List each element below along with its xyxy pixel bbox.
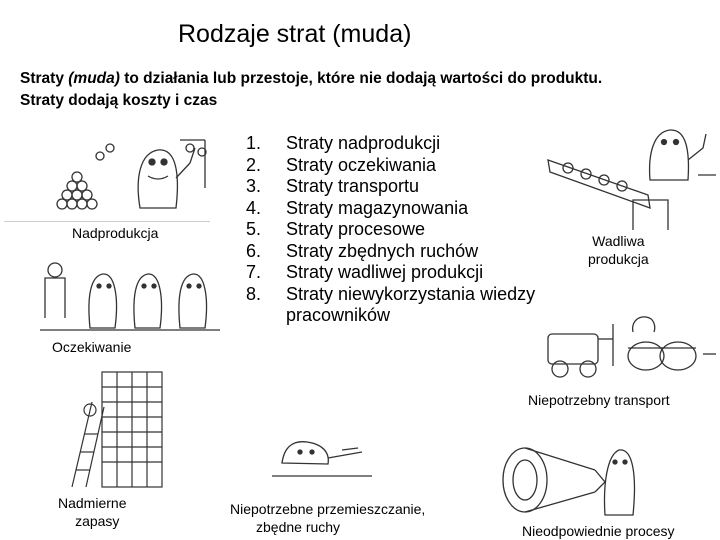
caption-zapasy-line1: Nadmierne xyxy=(58,495,127,511)
list-item xyxy=(246,198,535,220)
caption-ruchy-line2: zbędne ruchy xyxy=(256,519,341,535)
list-item-label: Straty magazynowania xyxy=(286,197,469,218)
caption-ruchy-line1: Niepotrzebne przemieszczanie, xyxy=(230,501,426,517)
list-item-label: pracowników xyxy=(286,305,391,325)
list-item xyxy=(246,219,535,241)
list-item-number: 4. xyxy=(246,197,262,218)
list-item-number: 5. xyxy=(246,219,262,239)
inventory-sketch xyxy=(62,362,172,492)
intro-line2: Straty dodają koszty i czas xyxy=(20,92,218,109)
caption-procesy: Nieodpowiednie procesy xyxy=(522,523,675,539)
list-item-label: Straty oczekiwania xyxy=(286,154,437,175)
list-item xyxy=(246,155,535,177)
caption-wadliwa-line1: Wadliwa xyxy=(592,233,645,249)
list-item-number: 6. xyxy=(246,240,262,261)
list-item xyxy=(246,241,535,263)
caption-wadliwa xyxy=(588,232,649,268)
list-item-label: Straty nadprodukcji xyxy=(286,133,441,153)
list-item-label: Straty zbędnych ruchów xyxy=(286,240,479,261)
list-item xyxy=(246,284,535,306)
transport-sketch xyxy=(538,314,718,384)
caption-oczekiwanie: Oczekiwanie xyxy=(52,339,132,355)
caption-transport: Niepotrzebny transport xyxy=(528,392,670,408)
divider-line xyxy=(4,221,210,222)
list-item-label: Straty wadliwej produkcji xyxy=(286,262,484,282)
intro-line1-start: Straty xyxy=(20,70,69,87)
intro-muda: (muda) xyxy=(68,70,120,87)
list-item-number: 7. xyxy=(246,262,262,282)
defects-sketch xyxy=(538,120,718,230)
list-item-number: 3. xyxy=(246,176,262,196)
waiting-sketch xyxy=(35,258,225,338)
caption-nadprodukcja: Nadprodukcja xyxy=(72,225,159,241)
page-title: Rodzaje strat (muda) xyxy=(178,20,412,48)
processing-sketch xyxy=(495,420,645,520)
list-item xyxy=(246,262,535,284)
caption-zapasy xyxy=(58,494,126,530)
caption-ruchy xyxy=(230,500,425,536)
list-item-number: 2. xyxy=(246,154,262,175)
waste-list xyxy=(246,133,535,327)
list-item-continuation xyxy=(246,305,535,327)
caption-wadliwa-line2: produkcja xyxy=(588,251,649,267)
list-item-label: Straty niewykorzystania wiedzy xyxy=(286,283,536,304)
intro-text xyxy=(20,68,602,112)
motion-sketch xyxy=(262,418,382,488)
list-item-label: Straty transportu xyxy=(286,176,420,196)
list-item-number: 1. xyxy=(246,133,262,153)
list-item xyxy=(246,133,535,155)
list-item-number: 8. xyxy=(246,283,262,304)
list-item xyxy=(246,176,535,198)
list-item-label: Straty procesowe xyxy=(286,219,426,239)
caption-zapasy-line2: zapasy xyxy=(75,513,120,529)
intro-line1-end: to działania lub przestoje, które nie dodają wartości do produktu. xyxy=(119,70,603,87)
overproduction-sketch xyxy=(40,118,220,218)
